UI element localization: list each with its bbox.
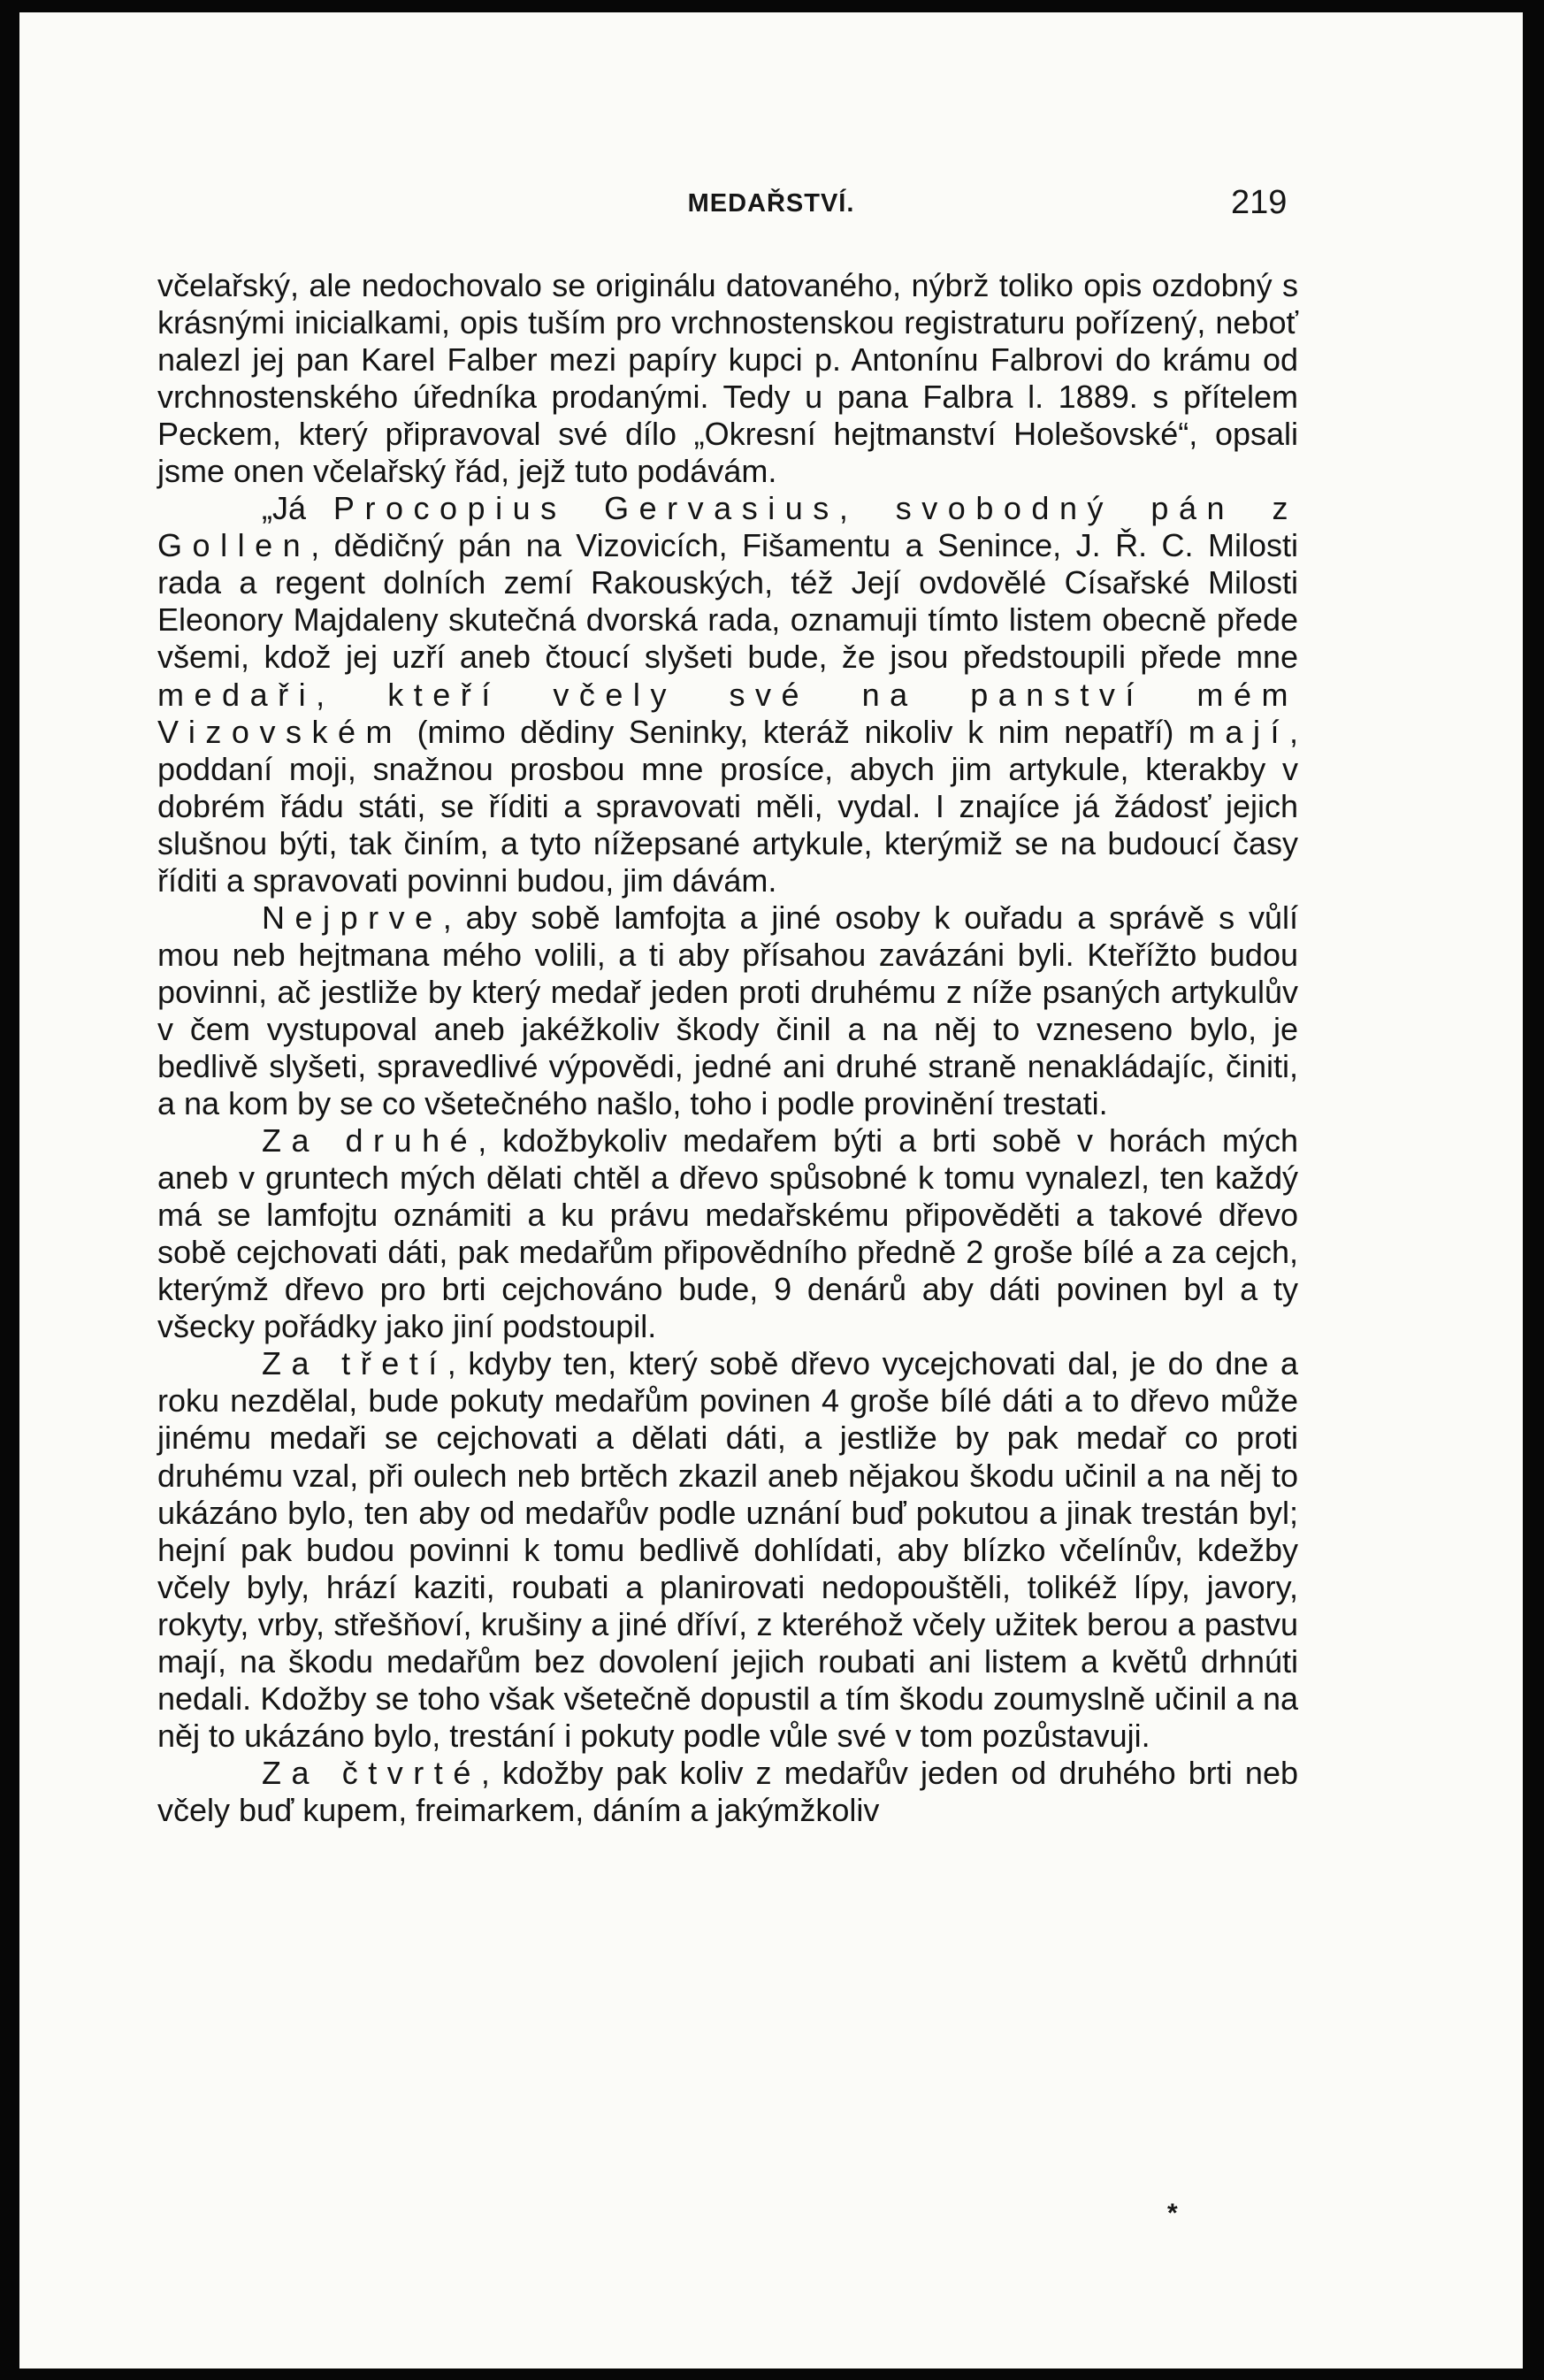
spaced-emphasis: Za druhé bbox=[262, 1122, 478, 1159]
text-run: včelařský, ale nedochovalo se originálu datovaného, nýbrž toliko opis ozdobný s krásnými inicialkami, opis tuším pro vrchnostenskou registraturu pořízený, neboť nalezl jej pan Karel Falber mezi papíry kupci p. Antonínu Falbrovi do krámu od vrchnostenského úředníka prodanými. Tedy u pana Falbra l. 1889. s přítelem Peckem, který připravoval své dílo „Okresní hejtmanství Holešovské“, opsali jsme onen včelařský řád, jejž tuto podávám. bbox=[157, 267, 1298, 490]
book-page bbox=[19, 12, 1523, 2369]
paragraph bbox=[157, 1345, 1298, 1755]
spaced-emphasis: medaři, kteří včely své na panství mém Vizovském bbox=[157, 676, 1298, 750]
paragraph bbox=[157, 899, 1298, 1122]
paragraph bbox=[157, 1122, 1298, 1345]
signature-mark: * bbox=[1167, 2199, 1178, 2228]
text-run: , kdožbykoliv medařem býti a brti sobě v horách mých aneb v gruntech mých dělati chtěl a dřevo spůsobné k tomu vynalezl, ten každý má se lamfojtu oznámiti a ku právu medařskému připověděti a takové dřevo sobě cejchovati dáti, pak medařům připovědního předně 2 groše bílé a za cejch, kterýmž dřevo pro brti cejchováno bude, 9 denárů aby dáti povinen byl a ty všecky pořádky jako jiní podstoupil. bbox=[157, 1122, 1298, 1345]
paragraph bbox=[157, 267, 1298, 490]
text-run: „Já bbox=[262, 490, 333, 527]
text-run: , dědičný pán na Vizovicích, Fišamentu a Senince, J. Ř. C. Milosti rada a regent dolních zemí Rakouských, též Její ovdovělé Císařské Milosti Eleonory Majdaleny skutečná dvorská rada, oznamuji tímto listem obecně přede všemi, kdož jej uzří aneb čtoucí slyšeti bude, že jsou předstoupili přede mne bbox=[157, 527, 1298, 676]
running-head: MEDAŘSTVÍ. bbox=[687, 189, 855, 218]
spaced-emphasis: Procopius Gervasius, svobodný pán z Gollen bbox=[157, 490, 1298, 564]
paragraph bbox=[157, 1755, 1298, 1829]
page-number: 219 bbox=[1231, 184, 1288, 221]
spaced-emphasis: Za čtvrté bbox=[262, 1754, 481, 1791]
page-header bbox=[19, 184, 1523, 225]
text-run: , poddaní moji, snažnou prosbou mne prosíce, abych jim artykule, kterakby v dobrém řádu státi, se říditi a spravovati měli, vydal. I znajíce já žádosť jejich slušnou býti, tak činím, a tyto nížepsané artykule, kterýmiž se na budoucí časy říditi a spravovati povinni budou, jim dávám. bbox=[157, 713, 1298, 899]
spaced-emphasis: Za třetí bbox=[262, 1345, 447, 1382]
body-text bbox=[157, 267, 1298, 1829]
text-run: (mimo dědiny Seninky, kteráž nikoliv k nim nepatří) bbox=[402, 713, 1189, 750]
text-run: , kdožby pak koliv z medařův jeden od druhého brti neb včely buď kupem, freimarkem, dáním a jakýmžkoliv bbox=[157, 1754, 1298, 1828]
paragraph bbox=[157, 490, 1298, 899]
text-run: , aby sobě lamfojta a jiné osoby k ouřadu a správě s vůlí mou neb hejtmana mého volili, a ti aby přísahou zavázáni byli. Kteřížto budou povinni, ač jestliže by který medař jeden proti druhému z níže psaných artykulův v čem vystupoval aneb jakéžkoliv škody činil a na něj to vzneseno bylo, je bedlivě slyšeti, spravedlivé výpovědi, jedné ani druhé straně nenakládajíc, činiti, a na kom by se co všetečného našlo, toho i podle provinění trestati. bbox=[157, 899, 1298, 1122]
text-run: , kdyby ten, který sobě dřevo vycejchovati dal, je do dne a roku nezdělal, bude pokuty medařům povinen 4 groše bílé dáti a to dřevo může jinému medaři se cejchovati a dělati dáti, a jestliže by pak medař co proti druhému vzal, při oulech neb brtěch zkazil aneb nějakou škodu učinil a na něj to ukázáno bylo, ten aby od medařův podle uznání buď pokutou a jinak trestán byl; hejní pak budou povinni k tomu bedlivě dohlídati, aby blízko včelínův, kdežby včely byly, hrází kaziti, roubati a planirovati nedopouštěli, tolikéž lípy, javory, rokyty, vrby, střešňoví, krušiny a jiné dříví, z kteréhož včely užitek berou a pastvu mají, na škodu medařům bez dovolení jejich roubati ani listem a květů drhnúti nedali. Kdožby se toho však všetečně dopustil a tím škodu zoumyslně učinil a na něj to ukázáno bylo, trestání i pokuty podle vůle své v tom pozůstavuji. bbox=[157, 1345, 1298, 1754]
spaced-emphasis: Nejprve bbox=[262, 899, 443, 936]
spaced-emphasis: mají bbox=[1188, 713, 1289, 750]
